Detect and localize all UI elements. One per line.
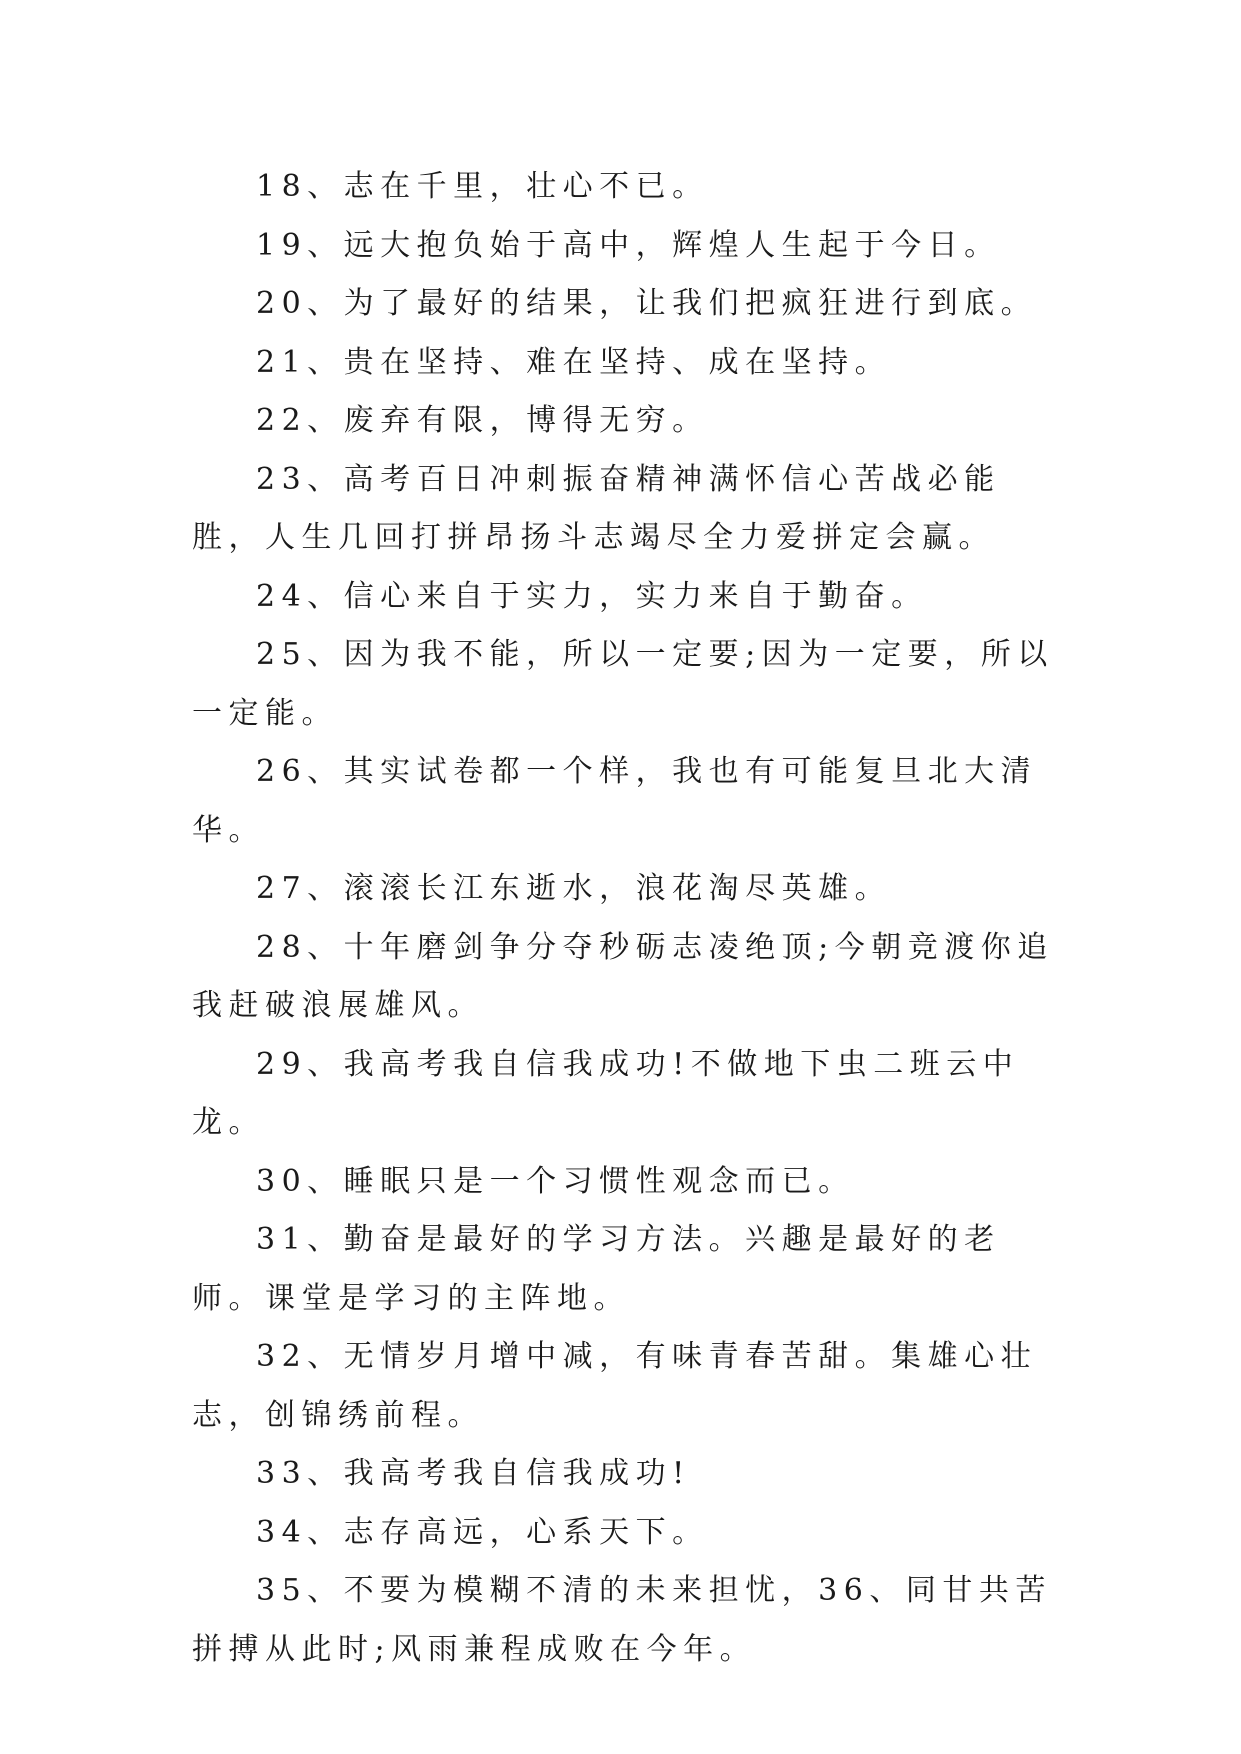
paragraph-31: 31、勤奋是最好的学习方法。兴趣是最好的老师。课堂是学习的主阵地。 xyxy=(192,1222,1001,1316)
paragraph-24: 24、信心来自于实力，实力来自于勤奋。 xyxy=(256,578,928,614)
paragraph-20: 20、为了最好的结果，让我们把疯狂进行到底。 xyxy=(256,286,1038,321)
paragraph-29: 29、我高考我自信我成功!不做地下虫二班云中龙。 xyxy=(192,1046,1020,1140)
paragraph-30: 30、睡眠只是一个习惯性观念而已。 xyxy=(256,1163,855,1199)
paragraph-18: 18、志在千里，壮心不已。 xyxy=(256,169,709,204)
paragraph-34: 34、志存高远，心系天下。 xyxy=(256,1514,709,1550)
paragraph-23: 23、高考百日冲刺振奋精神满怀信心苦战必能胜，人生几回打拼昂扬斗志竭尽全力爱拼定会赢。 xyxy=(192,461,1001,555)
paragraph-27: 27、滚滚长江东逝水，浪花淘尽英雄。 xyxy=(256,871,892,906)
paragraph-35: 35、不要为模糊不清的未来担忧，36、同甘共苦拼搏从此时;风雨兼程成败在今年。 xyxy=(192,1573,1052,1667)
paragraph-26: 26、其实试卷都一个样，我也有可能复旦北大清华。 xyxy=(192,754,1038,848)
paragraph-33: 33、我高考我自信我成功! xyxy=(256,1456,691,1491)
paragraph-25: 25、因为我不能，所以一定要;因为一定要，所以一定能。 xyxy=(192,637,1054,731)
document-body xyxy=(192,158,1058,1679)
paragraph-21: 21、贵在坚持、难在坚持、成在坚持。 xyxy=(256,344,892,380)
paragraph-19: 19、远大抱负始于高中，辉煌人生起于今日。 xyxy=(256,227,1001,263)
paragraph-22: 22、废弃有限，博得无穷。 xyxy=(256,403,709,438)
paragraph-28: 28、十年磨剑争分夺秒砺志凌绝顶;今朝竞渡你追我赶破浪展雄风。 xyxy=(192,929,1054,1023)
paragraph-32: 32、无情岁月增中减，有味青春苦甜。集雄心壮志，创锦绣前程。 xyxy=(192,1339,1038,1433)
